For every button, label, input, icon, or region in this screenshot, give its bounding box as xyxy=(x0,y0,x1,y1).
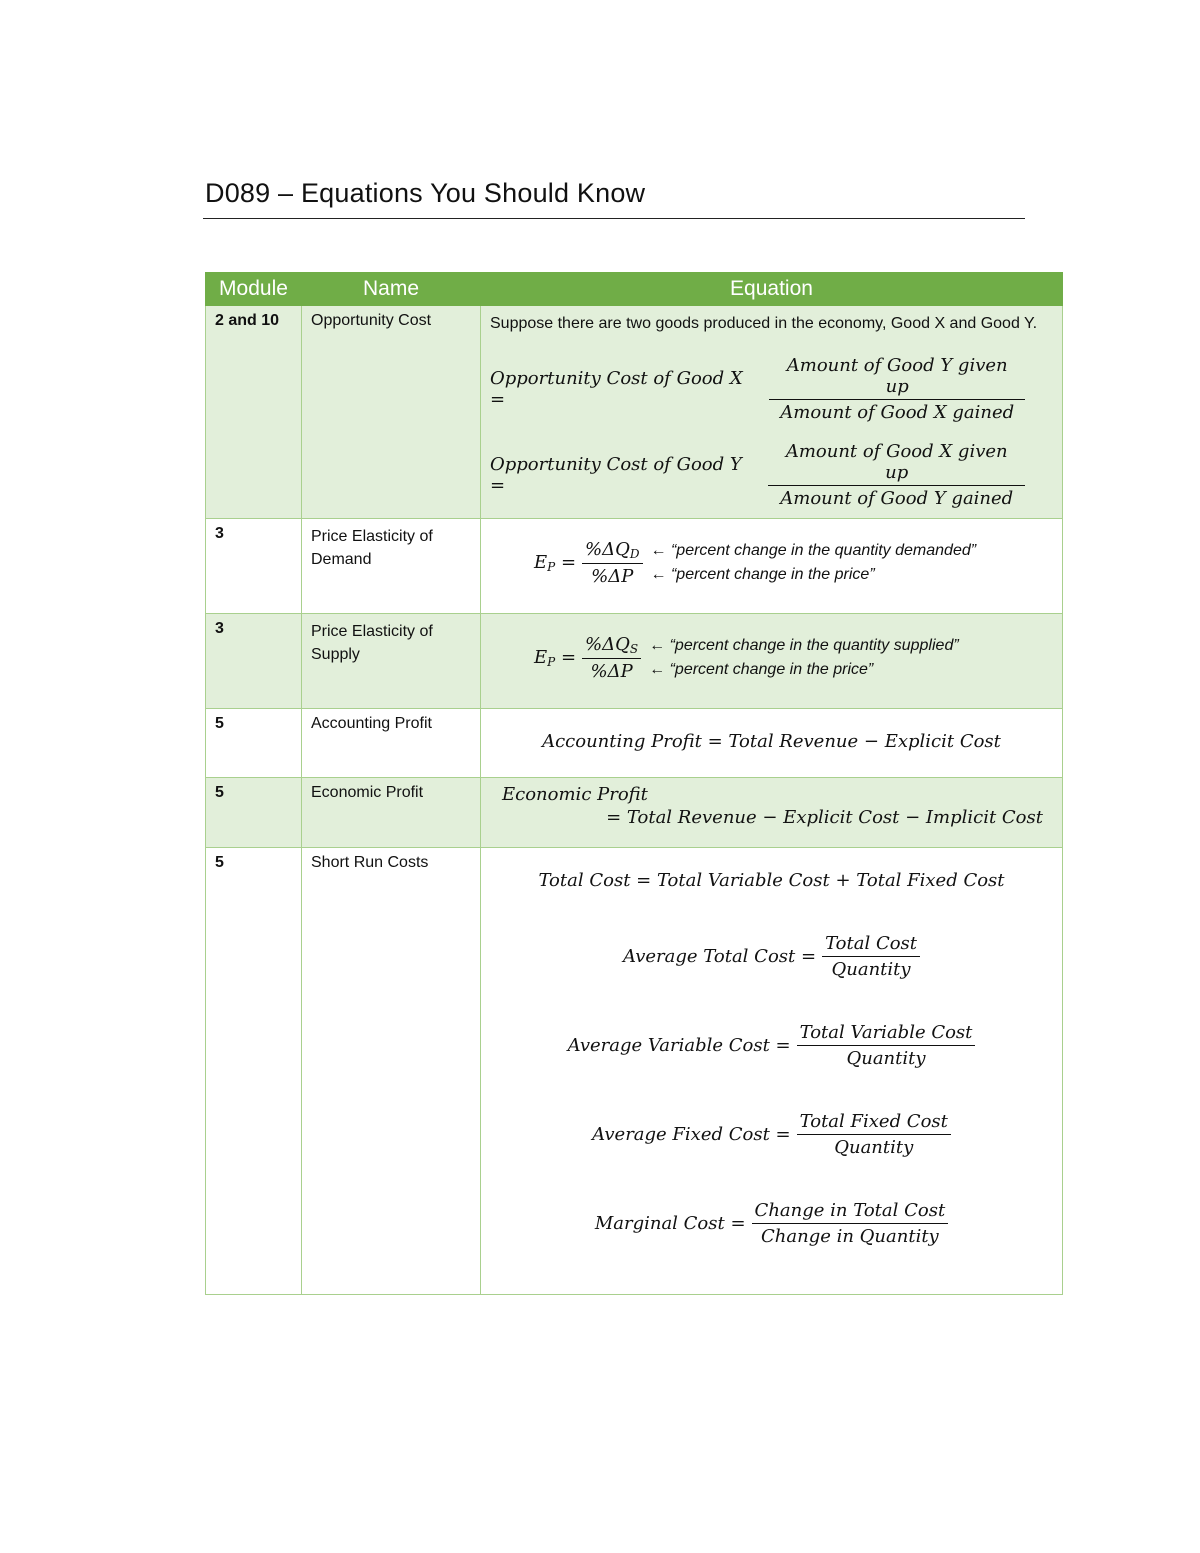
fraction xyxy=(797,1022,976,1069)
fraction-denominator: %ΔP xyxy=(591,566,634,587)
elasticity-symbol: E xyxy=(534,552,548,573)
marginal-cost-equation xyxy=(490,1200,1053,1247)
name-cell: Short Run Costs xyxy=(302,848,481,1295)
numerator-subscript: D xyxy=(629,547,640,561)
table-header-row xyxy=(206,273,1063,306)
fraction xyxy=(768,441,1025,509)
elasticity-subscript: P xyxy=(547,655,556,669)
table-row-short-run-costs xyxy=(206,848,1063,1295)
fraction xyxy=(582,634,641,682)
document-title: D089 – Equations You Should Know xyxy=(205,178,646,208)
equation-cell xyxy=(481,614,1063,709)
fraction-numerator: Total Variable Cost xyxy=(797,1022,976,1046)
ped-annotations xyxy=(651,539,977,587)
name-cell: Price Elasticity of Supply xyxy=(302,614,481,709)
denominator-note: ← “percent change in the price” xyxy=(649,661,874,678)
fraction-numerator: %ΔQ xyxy=(585,539,630,560)
table-row-price-elasticity-demand xyxy=(206,519,1063,614)
fraction-denominator: Change in Quantity xyxy=(761,1226,939,1247)
name-cell: Economic Profit xyxy=(302,778,481,848)
fraction-denominator: Quantity xyxy=(834,1137,914,1158)
module-cell: 5 xyxy=(206,848,302,1295)
opportunity-intro: Suppose there are two goods produced in the economy, Good X and Good Y. xyxy=(490,315,1038,332)
module-cell: 5 xyxy=(206,709,302,778)
opportunity-cost-y-equation xyxy=(490,441,1053,509)
table-row-economic-profit xyxy=(206,778,1063,848)
average-total-cost-equation xyxy=(490,933,1053,980)
numerator-subscript: S xyxy=(629,642,639,656)
title-underline xyxy=(203,218,1025,219)
fraction xyxy=(582,539,642,587)
table-row-accounting-profit xyxy=(206,709,1063,778)
economic-profit-line-1: Economic Profit xyxy=(502,784,648,805)
equation-lhs: Opportunity Cost of Good X = xyxy=(490,368,743,410)
name-cell: Opportunity Cost xyxy=(302,306,481,519)
denominator-note: ← “percent change in the price” xyxy=(650,566,875,583)
fraction-numerator: Total Fixed Cost xyxy=(797,1111,951,1135)
accounting-profit-equation: Accounting Profit = Total Revenue − Explicit Cost xyxy=(542,731,1001,752)
equation-cell xyxy=(481,778,1063,848)
fraction-numerator: Change in Total Cost xyxy=(752,1200,949,1224)
equation-lhs: Opportunity Cost of Good Y = xyxy=(490,454,742,496)
fraction xyxy=(752,1200,949,1247)
table-row-opportunity-cost xyxy=(206,306,1063,519)
economic-profit-line-2: = Total Revenue − Explicit Cost − Implicit Cost xyxy=(606,807,1043,828)
equation-lhs: Average Fixed Cost = xyxy=(592,1124,791,1145)
fraction-denominator: Quantity xyxy=(831,959,911,980)
equation-lhs: Marginal Cost = xyxy=(594,1213,746,1234)
average-fixed-cost-equation xyxy=(490,1111,1053,1158)
total-cost-equation: Total Cost = Total Variable Cost + Total Fixed Cost xyxy=(538,870,1005,891)
equation-cell xyxy=(481,519,1063,614)
ped-equation xyxy=(534,539,1053,587)
pes-equation xyxy=(534,634,1053,682)
fraction-numerator: Total Cost xyxy=(822,933,920,957)
equation-cell xyxy=(481,848,1063,1295)
numerator-note: ← “percent change in the quantity supplied” xyxy=(649,637,959,654)
fraction-numerator: %ΔQ xyxy=(585,634,630,655)
equation-lhs: Average Total Cost = xyxy=(622,946,817,967)
module-cell: 5 xyxy=(206,778,302,848)
equals-sign: = xyxy=(560,647,577,668)
table-row-price-elasticity-supply xyxy=(206,614,1063,709)
fraction-denominator: Quantity xyxy=(846,1048,926,1069)
fraction-denominator: %ΔP xyxy=(590,661,633,682)
equation-lhs: Average Variable Cost = xyxy=(567,1035,791,1056)
opportunity-cost-x-equation xyxy=(490,355,1053,423)
numerator-note: ← “percent change in the quantity demanded” xyxy=(650,542,977,559)
equations-table xyxy=(205,272,1063,1295)
average-variable-cost-equation xyxy=(490,1022,1053,1069)
fraction-denominator: Amount of Good Y gained xyxy=(780,488,1014,509)
header-equation: Equation xyxy=(481,273,1063,306)
fraction xyxy=(822,933,920,980)
fraction-numerator: Amount of Good Y given up xyxy=(769,355,1025,400)
name-cell: Price Elasticity of Demand xyxy=(302,519,481,614)
elasticity-symbol: E xyxy=(534,647,548,668)
fraction-numerator: Amount of Good X given up xyxy=(768,441,1025,486)
module-cell: 3 xyxy=(206,519,302,614)
module-cell: 2 and 10 xyxy=(206,306,302,519)
header-name: Name xyxy=(302,273,481,306)
fraction-denominator: Amount of Good X gained xyxy=(780,402,1015,423)
elasticity-subscript: P xyxy=(547,560,556,574)
equation-cell xyxy=(481,709,1063,778)
pes-annotations xyxy=(649,634,959,682)
name-cell: Accounting Profit xyxy=(302,709,481,778)
fraction xyxy=(797,1111,951,1158)
fraction xyxy=(769,355,1025,423)
equals-sign: = xyxy=(560,552,577,573)
equation-cell xyxy=(481,306,1063,519)
module-cell: 3 xyxy=(206,614,302,709)
header-module: Module xyxy=(206,273,302,306)
